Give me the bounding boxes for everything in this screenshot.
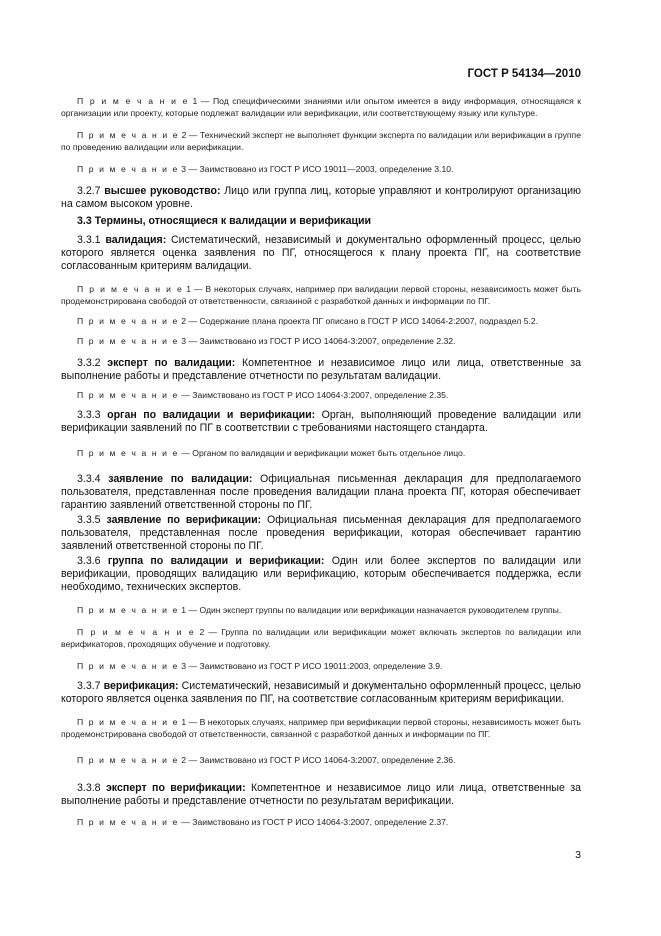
note-number: 1 —: [183, 284, 206, 294]
note-label: П р и м е ч а н и е: [77, 96, 190, 106]
note-3: [61, 163, 581, 175]
term-number: 3.3.5: [77, 514, 107, 526]
term-3-3-8: [61, 782, 581, 808]
note-3-3-3: [61, 447, 581, 459]
note-number: —: [178, 390, 193, 400]
note-label: П р и м е ч а н и е: [77, 817, 179, 827]
note-number: 2 —: [179, 130, 200, 140]
note-label: П р и м е ч а н и е: [77, 755, 179, 765]
note-text: Группа по валидации или верификации может включать экспертов по валидации или верификаторов, проходящих обучение и подготовку.: [61, 627, 581, 649]
term-definition: Компетентное и независимое лицо или лица, ответственные за выполнение работы и представление отчетности по результатам верификации.: [61, 782, 581, 807]
note-3-3-1-3: [61, 335, 581, 347]
note-text: Заимствовано из ГОСТ Р ИСО 14064-3:2007, определение 2.36.: [199, 755, 456, 765]
term-3-3-2: [61, 357, 581, 383]
note-number: 2 —: [178, 316, 200, 326]
term-number: 3.3.3: [77, 409, 108, 421]
term-3-3-5: [61, 514, 581, 553]
note-number: 3 —: [178, 661, 200, 671]
note-label: П р и м е ч а н и е: [77, 284, 184, 294]
term-number: 3.2.7: [77, 185, 105, 197]
note-3-3-6-1: [61, 604, 581, 616]
note-number: 1 —: [179, 717, 200, 727]
note-number: 2 —: [178, 755, 200, 765]
section-heading-3-3: 3.3 Термины, относящиеся к валидации и верификации: [77, 215, 372, 227]
term-definition: Орган, выполняющий проведение валидации или верификации заявлений по ПГ в соответствии с требованиями настоящего стандарта.: [61, 409, 582, 434]
term-3-3-1: [61, 234, 581, 273]
page-number: 3: [575, 849, 581, 861]
note-3-3-7-1: [61, 716, 581, 740]
term-number: 3.3.4: [77, 473, 109, 485]
term-3-2-7: [61, 185, 581, 211]
note-text: Технический эксперт не выполняет функции эксперта по валидации или верификации в группе по проведению валидации или верификации.: [61, 130, 581, 152]
term-title: заявление по валидации:: [108, 473, 253, 485]
term-3-3-7: [61, 680, 581, 706]
note-3-3-1-2: [61, 315, 581, 327]
term-definition: Официальная письменная декларация для предполагаемого пользователя, представленная после проведения валидации плана проекта ПГ, которая обеспечивает гарантию заявлений ответственной стороны по ПГ.: [61, 473, 581, 511]
note-3-3-6-2: [61, 626, 581, 650]
note-text: Под специфическими знаниями или опытом имеется в виду информация, относящаяся к организации или проекту, которые подлежат валидации или верификации, или соответствующему языку или культуре.: [61, 96, 581, 118]
note-label: П р и м е ч а н и е: [77, 448, 179, 458]
note-2: [61, 129, 581, 153]
note-text: В некоторых случаях, например при валидации первой стороны, независимость может быть продемонстрирована свободой от ответственности, связанной с разработкой данных и информации по ПГ.: [61, 284, 581, 306]
term-definition: Официальная письменная декларация для предполагаемого пользователя, представленная после проведения верификации, которая обеспечивает гарантию заявлений ответственной стороны по ПГ.: [61, 514, 581, 552]
term-title: верификация:: [103, 680, 179, 692]
term-title: эксперт по валидации:: [107, 357, 236, 369]
note-number: 3 —: [178, 336, 200, 346]
note-label: П р и м е ч а н и е: [77, 605, 179, 615]
note-text: Заимствовано из ГОСТ Р ИСО 14064-3:2007, определение 2.37.: [192, 817, 449, 827]
term-number: 3.3.2: [77, 357, 108, 369]
note-number: 3 —: [178, 164, 200, 174]
term-3-3-6: [61, 555, 581, 594]
term-definition: Систематический, независимый и документально оформленный процесс, целью которого является оценка заявления по ПГ, на соответствие согласованным критериям верификации.: [61, 680, 581, 705]
term-number: 3.3.8: [77, 782, 106, 794]
note-3-3-8: [61, 816, 581, 828]
note-label: П р и м е ч а н и е: [77, 661, 179, 671]
note-1: [61, 95, 581, 119]
note-3-3-6-3: [61, 660, 581, 672]
term-definition: Систематический, независимый и документально оформленный процесс, целью которого является оценка заявления по ПГ, относящегося к плану проекта ПГ, на соответствие согласованным критериям валидации.: [61, 234, 581, 272]
term-title: высшее руководство:: [104, 185, 221, 197]
document-header: ГОСТ Р 54134—2010: [467, 68, 581, 80]
term-definition: Лицо или группа лиц, которые управляют и контролируют организацию на самом высоком уровне.: [61, 185, 581, 210]
note-label: П р и м е ч а н и е: [77, 130, 180, 140]
note-number: —: [178, 817, 193, 827]
term-title: эксперт по верификации:: [105, 782, 246, 794]
term-title: заявление по верификации:: [106, 514, 262, 526]
note-text: Заимствовано из ГОСТ Р ИСО 19011:2003, определение 3.9.: [199, 661, 443, 671]
note-text: В некоторых случаях, например при верификации первой стороны, независимость может быть продемонстрирована свободой от ответственности, связанной с разработкой данных и информации по ПГ.: [61, 717, 582, 739]
note-label: П р и м е ч а н и е: [77, 627, 196, 637]
note-text: Заимствовано из ГОСТ Р ИСО 14064-3:2007, определение 2.35.: [192, 390, 449, 400]
note-number: 1 —: [178, 605, 200, 615]
term-3-3-3: [61, 409, 581, 435]
note-number: —: [178, 448, 193, 458]
note-text: Органом по валидации и верификации может быть отдельное лицо.: [192, 448, 466, 458]
note-3-3-7-2: [61, 754, 581, 766]
note-3-3-2: [61, 389, 581, 401]
note-text: Заимствовано из ГОСТ Р ИСО 19011—2003, определение 3.10.: [199, 164, 454, 174]
note-text: Один эксперт группы по валидации или верификации назначается руководителем группы.: [199, 605, 562, 615]
term-title: группа по валидации и верификации:: [107, 555, 325, 567]
term-title: валидация:: [105, 234, 167, 246]
term-number: 3.3.1: [77, 234, 106, 246]
note-label: П р и м е ч а н и е: [77, 390, 179, 400]
term-definition: Компетентное и независимое лицо или лица, ответственные за выполнение работы и представление отчетности по результатам валидации.: [61, 357, 581, 382]
term-number: 3.3.6: [77, 555, 108, 567]
note-text: Заимствовано из ГОСТ Р ИСО 14064-3:2007, определение 2.32.: [199, 336, 456, 346]
note-label: П р и м е ч а н и е: [77, 316, 179, 326]
term-3-3-4: [61, 473, 581, 512]
note-number: 1 —: [189, 96, 213, 106]
term-definition: Один или более экспертов по валидации или верификации, проводящих валидацию или верификацию, которым обеспечивается поддержка, если необходимо, технических экспертов.: [61, 555, 581, 593]
note-label: П р и м е ч а н и е: [77, 164, 179, 174]
term-number: 3.3.7: [77, 680, 104, 692]
note-label: П р и м е ч а н и е: [77, 336, 179, 346]
note-number: 2 —: [195, 627, 222, 637]
note-3-3-1-1: [61, 283, 581, 307]
document-body: [61, 95, 581, 828]
note-label: П р и м е ч а н и е: [77, 717, 180, 727]
term-title: орган по валидации и верификации:: [107, 409, 316, 421]
note-text: Содержание плана проекта ПГ описано в ГОСТ Р ИСО 14064-2:2007, подраздел 5.2.: [199, 316, 539, 326]
